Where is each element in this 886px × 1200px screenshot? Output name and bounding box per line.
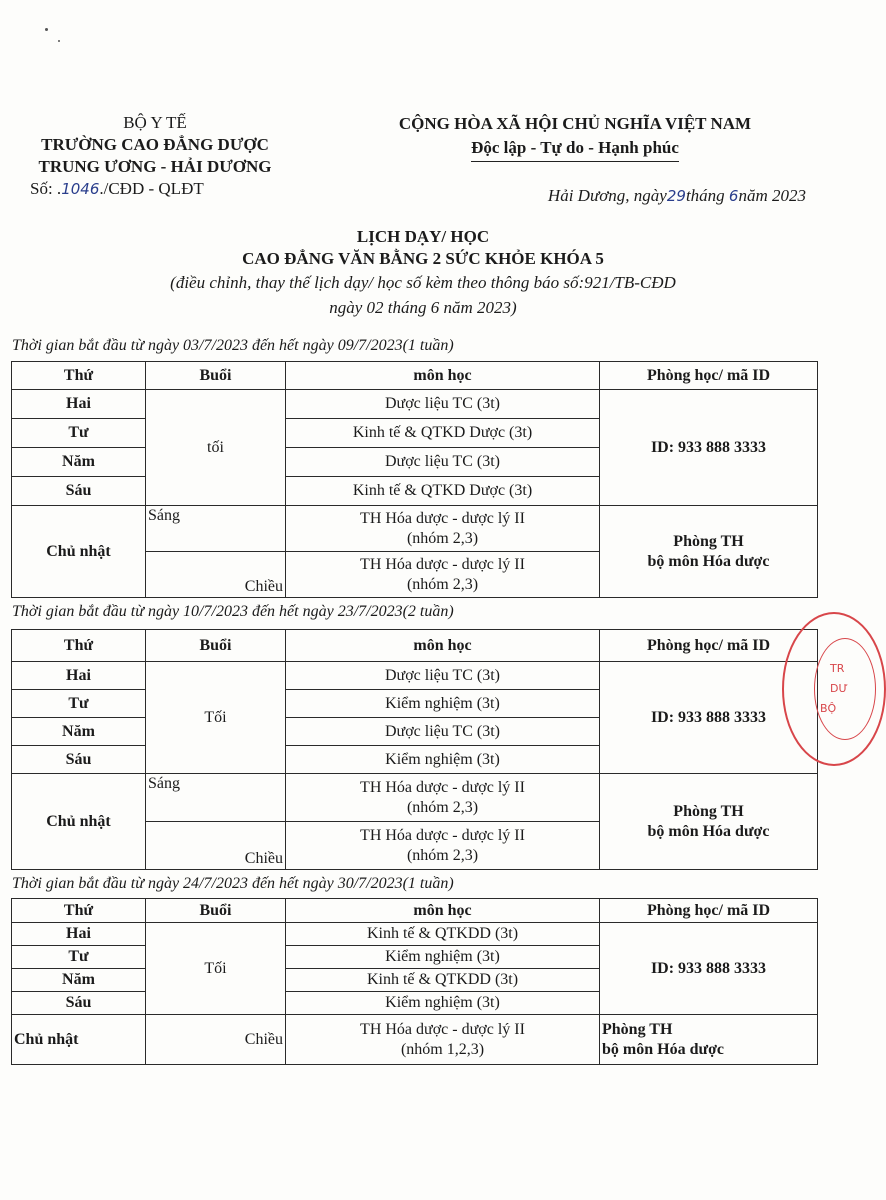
handwritten-day: 29: [666, 187, 686, 205]
day-cell: Hai: [12, 662, 146, 690]
day-cell: Sáu: [12, 477, 146, 506]
document-date: Hải Dương, ngày29tháng 6năm 2023: [547, 186, 806, 205]
stamp-text: TR: [830, 662, 845, 675]
subject-cell: Dược liệu TC (3t): [286, 448, 600, 477]
session-cell: Chiều: [146, 822, 286, 870]
subject-cell: TH Hóa dược - dược lý II (nhóm 2,3): [286, 774, 600, 822]
col-header-mon: môn học: [286, 362, 600, 390]
day-cell: Tư: [12, 946, 146, 969]
nation-name: CỘNG HÒA XÃ HỘI CHỦ NGHĨA VIỆT NAM: [398, 114, 752, 133]
table-row: [12, 1015, 818, 1065]
subject-cell: Kiểm nghiệm (3t): [286, 690, 600, 718]
day-cell: Chủ nhật: [12, 774, 146, 870]
col-header-mon: môn học: [286, 630, 600, 662]
col-header-buoi: Buổi: [146, 362, 286, 390]
col-header-phong: Phòng học/ mã ID: [600, 630, 818, 662]
table-row: [12, 390, 818, 419]
day-cell: Sáu: [12, 992, 146, 1015]
handwritten-number: 1046: [61, 180, 100, 198]
session-cell: Sáng: [146, 506, 286, 552]
period-1-label: Thời gian bắt đầu từ ngày 03/7/2023 đến hết ngày 09/7/2023(1 tuần): [12, 337, 454, 354]
table-row: [12, 662, 818, 690]
subject-cell: Kiểm nghiệm (3t): [286, 746, 600, 774]
course-title: CAO ĐẲNG VĂN BẰNG 2 SỨC KHỎE KHÓA 5: [242, 249, 604, 268]
day-cell: Tư: [12, 419, 146, 448]
table-header-row: [12, 899, 818, 923]
day-cell: Năm: [12, 448, 146, 477]
room-cell: Phòng TH bộ môn Hóa dược: [600, 1015, 818, 1065]
subject-cell: Kinh tế & QTKDD (3t): [286, 923, 600, 946]
room-cell: ID: 933 888 3333: [600, 390, 818, 506]
subject-cell: TH Hóa dược - dược lý II (nhóm 1,2,3): [286, 1015, 600, 1065]
school-name: TRƯỜNG CAO ĐẲNG DƯỢC: [41, 135, 269, 154]
session-cell: Tối: [146, 923, 286, 1015]
session-cell: Chiều: [146, 552, 286, 598]
school-location: TRUNG ƯƠNG - HẢI DƯƠNG: [38, 157, 272, 176]
day-cell: Chủ nhật: [12, 1015, 146, 1065]
subject-cell: Kinh tế & QTKD Dược (3t): [286, 419, 600, 448]
document-title: LỊCH DẠY/ HỌC: [356, 227, 490, 246]
title-note-1: (điều chỉnh, thay thế lịch dạy/ học số kèm theo thông báo số:921/TB-CĐD: [170, 273, 676, 292]
national-header: [340, 112, 810, 162]
subject-cell: TH Hóa dược - dược lý II (nhóm 2,3): [286, 552, 600, 598]
scan-speck: [58, 40, 60, 42]
subject-cell: Kiểm nghiệm (3t): [286, 946, 600, 969]
col-header-thu: Thứ: [12, 362, 146, 390]
table-header-row: [12, 630, 818, 662]
subject-cell: Dược liệu TC (3t): [286, 718, 600, 746]
table-row: [12, 923, 818, 946]
subject-cell: TH Hóa dược - dược lý II (nhóm 2,3): [286, 506, 600, 552]
subject-cell: Dược liệu TC (3t): [286, 662, 600, 690]
col-header-thu: Thứ: [12, 899, 146, 923]
session-cell: Chiều: [146, 1015, 286, 1065]
day-cell: Chủ nhật: [12, 506, 146, 598]
period-2-label: Thời gian bắt đầu từ ngày 10/7/2023 đến hết ngày 23/7/2023(2 tuần): [12, 603, 454, 620]
day-cell: Năm: [12, 969, 146, 992]
room-cell: Phòng TH bộ môn Hóa dược: [600, 774, 818, 870]
title-note-2: ngày 02 tháng 6 năm 2023): [329, 298, 517, 317]
subject-cell: Kinh tế & QTKDD (3t): [286, 969, 600, 992]
session-cell: Tối: [146, 662, 286, 774]
handwritten-month: 6: [728, 187, 739, 205]
table-row: [12, 774, 818, 822]
room-cell: Phòng TH bộ môn Hóa dược: [600, 506, 818, 598]
col-header-buoi: Buổi: [146, 630, 286, 662]
room-cell: ID: 933 888 3333: [600, 923, 818, 1015]
col-header-mon: môn học: [286, 899, 600, 923]
col-header-buoi: Buổi: [146, 899, 286, 923]
schedule-table-2: [11, 629, 818, 870]
col-header-phong: Phòng học/ mã ID: [600, 362, 818, 390]
document-number: Số: .1046./CĐD - QLĐT: [30, 179, 204, 198]
stamp-text: DƯ: [830, 682, 848, 695]
day-cell: Hai: [12, 390, 146, 419]
scan-speck: [45, 28, 48, 31]
schedule-table-3: [11, 898, 818, 1065]
subject-cell: TH Hóa dược - dược lý II (nhóm 2,3): [286, 822, 600, 870]
issuer-block: [20, 112, 290, 200]
col-header-thu: Thứ: [12, 630, 146, 662]
stamp-text: BỘ: [820, 702, 837, 715]
national-motto: Độc lập - Tự do - Hạnh phúc: [471, 136, 679, 162]
subject-cell: Kinh tế & QTKD Dược (3t): [286, 477, 600, 506]
room-cell: ID: 933 888 3333: [600, 662, 818, 774]
subject-cell: Dược liệu TC (3t): [286, 390, 600, 419]
period-3-label: Thời gian bắt đầu từ ngày 24/7/2023 đến hết ngày 30/7/2023(1 tuần): [12, 875, 454, 892]
col-header-phong: Phòng học/ mã ID: [600, 899, 818, 923]
day-cell: Sáu: [12, 746, 146, 774]
subject-cell: Kiểm nghiệm (3t): [286, 992, 600, 1015]
day-cell: Hai: [12, 923, 146, 946]
table-header-row: [12, 362, 818, 390]
session-cell: Sáng: [146, 774, 286, 822]
session-cell: tối: [146, 390, 286, 506]
table-row: [12, 506, 818, 552]
ministry-name: BỘ Y TẾ: [123, 113, 187, 132]
day-cell: Tư: [12, 690, 146, 718]
schedule-table-1: [11, 361, 818, 598]
day-cell: Năm: [12, 718, 146, 746]
